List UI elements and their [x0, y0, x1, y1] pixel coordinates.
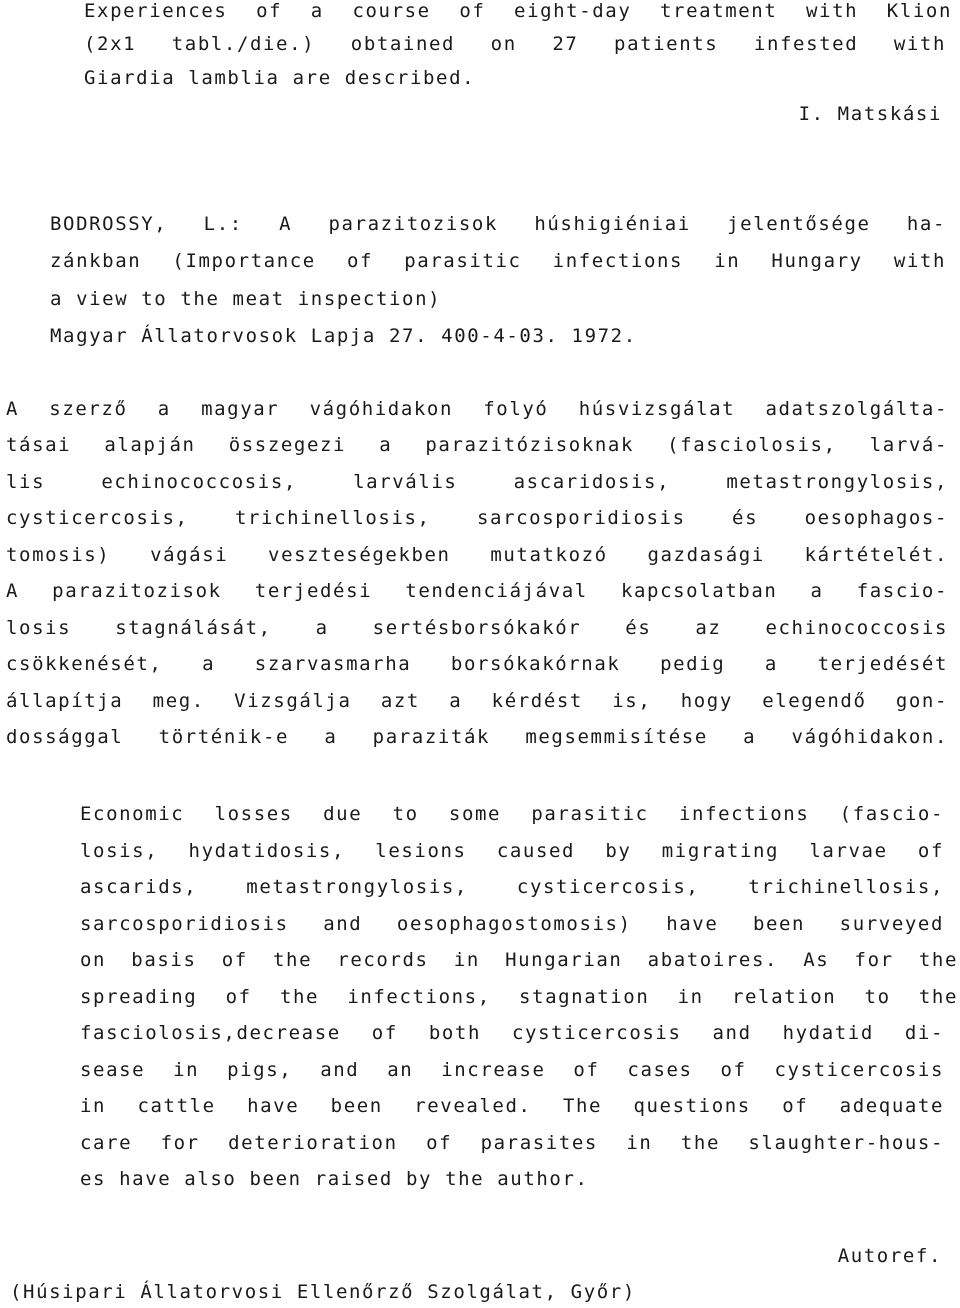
- author-title-line: BODROSSY, L.: A parazitozisok húshigiéniai jelentősége ha-: [50, 213, 946, 235]
- text-line: Economic losses due to some parasitic infections (fascio-: [80, 803, 944, 825]
- title-line: zánkban (Importance of parasitic infections in Hungary with: [50, 250, 946, 272]
- citation-line: Magyar Állatorvosok Lapja 27. 400-4-03. 1972.: [50, 325, 637, 347]
- text-line: fasciolosis,decrease of both cysticercosis and hydatid di-: [80, 1022, 944, 1044]
- text-line: dossággal történik-e a paraziták megsemmisítése a vágóhidakon.: [6, 726, 948, 748]
- autoref-label: Autoref.: [837, 1245, 942, 1267]
- text-line: spreading of the infections, stagnation in relation to the: [80, 986, 958, 1008]
- text-line: care for deterioration of parasites in the slaughter-hous-: [80, 1132, 944, 1154]
- text-line: sarcosporidiosis and oesophagostomosis) have been surveyed: [80, 913, 944, 935]
- text-line: (2x1 tabl./die.) obtained on 27 patients infested with: [84, 33, 946, 55]
- text-line: sease in pigs, and an increase of cases of cysticercosis: [80, 1059, 944, 1081]
- text-line: A szerző a magyar vágóhidakon folyó húsvizsgálat adatszolgálta-: [6, 398, 948, 420]
- text-line: tásai alapján összegezi a parazitózisoknak (fasciolosis, larvá-: [6, 434, 948, 456]
- text-line: on basis of the records in Hungarian abatoires. As for the: [80, 949, 958, 971]
- title-line: a view to the meat inspection): [50, 288, 442, 310]
- text-line: losis, hydatidosis, lesions caused by migrating larvae of: [80, 840, 944, 862]
- text-line: es have also been raised by the author.: [80, 1168, 589, 1190]
- text-line: losis stagnálását, a sertésborsókakór és az echinococcosis: [6, 617, 948, 639]
- text-line: Experiences of a course of eight-day treatment with Klion: [84, 0, 952, 22]
- text-line: ascarids, metastrongylosis, cysticercosis, trichinellosis,: [80, 876, 944, 898]
- affiliation: (Húsipari Állatorvosi Ellenőrző Szolgálat, Győr): [10, 1281, 636, 1303]
- text-line: csökkenését, a szarvasmarha borsókakórnak pedig a terjedését: [6, 653, 948, 675]
- text-line: tomosis) vágási veszteségekben mutatkozó gazdasági kártételét.: [6, 544, 948, 566]
- text-line: cysticercosis, trichinellosis, sarcosporidiosis és oesophagos-: [6, 507, 948, 529]
- text-line: in cattle have been revealed. The questions of adequate: [80, 1095, 944, 1117]
- text-line: lis echinococcosis, larvális ascaridosis, metastrongylosis,: [6, 471, 948, 493]
- text-line: A parazitozisok terjedési tendenciájával kapcsolatban a fascio-: [6, 580, 948, 602]
- signature: I. Matskási: [798, 103, 942, 125]
- text-line: Giardia lamblia are described.: [84, 67, 476, 89]
- text-line: állapítja meg. Vizsgálja azt a kérdést is, hogy elegendő gon-: [6, 690, 948, 712]
